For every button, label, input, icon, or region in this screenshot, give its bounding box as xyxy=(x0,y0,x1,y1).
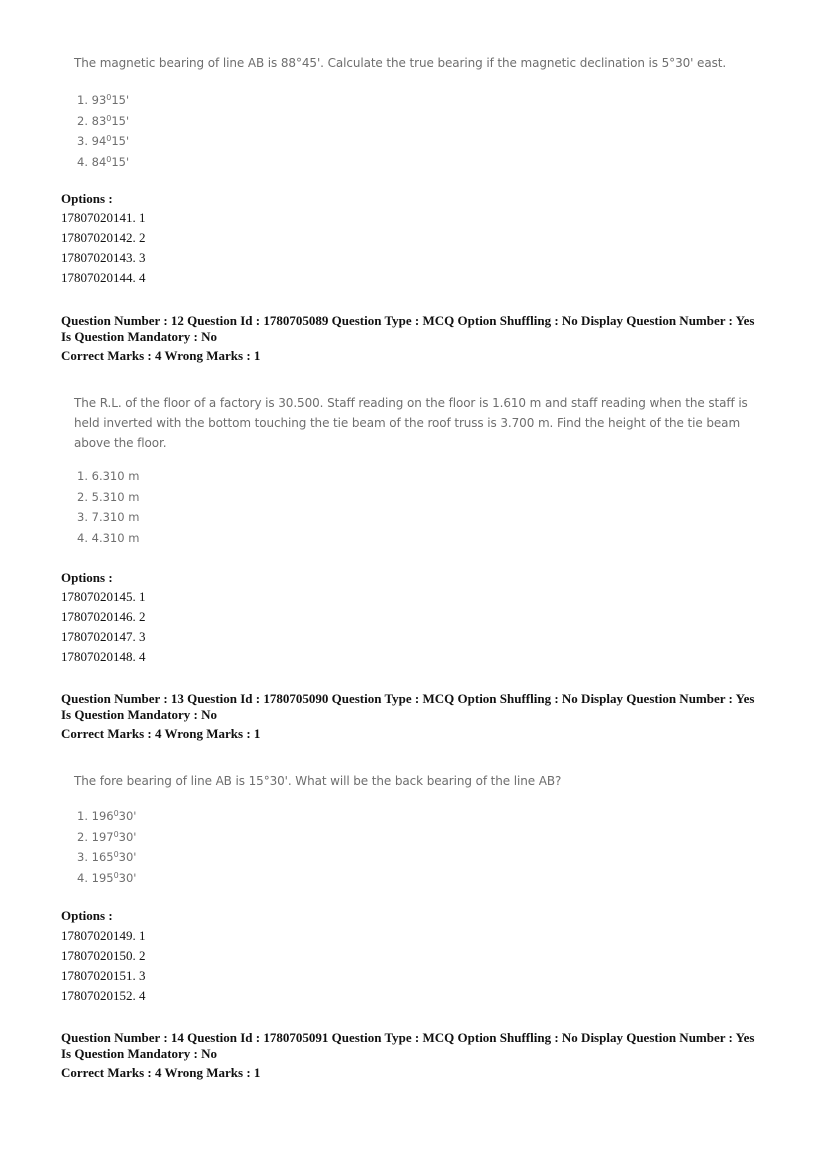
question-12-choice-3: 3. 7.310 m xyxy=(77,510,140,524)
option-code: 17807020150. 2 xyxy=(61,948,146,963)
question-14-meta-line: Question Number : 14 Question Id : 1780705091 Question Type : MCQ Option Shuffling : No Display Question Number : Yes xyxy=(61,1030,755,1045)
option-code: 17807020141. 1 xyxy=(61,210,146,225)
question-13-options-heading: Options : xyxy=(61,908,113,923)
option-code: 17807020148. 4 xyxy=(61,649,146,664)
question-12-choices xyxy=(77,466,139,548)
question-14-meta xyxy=(61,1030,776,1081)
question-13-meta xyxy=(61,691,776,742)
question-13-option-codes xyxy=(61,926,146,1006)
question-11-choices xyxy=(77,88,129,170)
option-code: 17807020144. 4 xyxy=(61,270,146,285)
question-11-choice-3: 3. $94^015'$ xyxy=(77,134,130,148)
question-12-meta-line: Question Number : 12 Question Id : 1780705089 Question Type : MCQ Option Shuffling : No Display Question Number : Yes xyxy=(61,313,755,328)
question-12-marks: Correct Marks : 4 Wrong Marks : 1 xyxy=(61,348,261,363)
question-13-choice-3: 3. $165^030'$ xyxy=(77,850,137,864)
question-12-meta xyxy=(61,313,776,364)
option-code: 17807020147. 3 xyxy=(61,629,146,644)
question-14-marks: Correct Marks : 4 Wrong Marks : 1 xyxy=(61,1065,261,1080)
question-13-choices xyxy=(77,804,136,886)
option-code: 17807020146. 2 xyxy=(61,609,146,624)
question-13-choice-1: 1. $196^030'$ xyxy=(77,809,137,823)
question-11-text: The magnetic bearing of line AB is 88°45'. Calculate the true bearing if the magnetic declination is 5°30' east. xyxy=(74,56,727,70)
option-code: 17807020149. 1 xyxy=(61,928,146,943)
question-11-choice-2: 2. $83^015'$ xyxy=(77,113,130,128)
option-code: 17807020145. 1 xyxy=(61,589,146,604)
question-11-choice-4: 4. $84^015'$ xyxy=(77,154,130,169)
option-code: 17807020152. 4 xyxy=(61,988,146,1003)
question-12-option-codes xyxy=(61,587,146,667)
question-12-options-heading: Options : xyxy=(61,570,113,585)
question-13-text: The fore bearing of line AB is 15°30'. What will be the back bearing of the line AB? xyxy=(74,774,562,788)
question-13-choice-4: 4. $195^030'$ xyxy=(77,870,137,885)
question-11-choice-1: 1. $93^015'$ xyxy=(77,93,130,107)
question-14-mandatory: Is Question Mandatory : No xyxy=(61,1046,218,1061)
question-12-text: The R.L. of the floor of a factory is 30.500. Staff reading on the floor is 1.610 m and staff reading when the staff is held inverted with the bottom touching the tie beam of the roof truss is 3.700 m. Find the height of the tie beam above the floor. xyxy=(74,396,748,450)
option-code: 17807020142. 2 xyxy=(61,230,146,245)
option-code: 17807020151. 3 xyxy=(61,968,146,983)
question-12-mandatory: Is Question Mandatory : No xyxy=(61,329,218,344)
question-13-meta-line: Question Number : 13 Question Id : 1780705090 Question Type : MCQ Option Shuffling : No Display Question Number : Yes xyxy=(61,691,755,706)
question-13-choice-2: 2. $197^030'$ xyxy=(77,829,137,844)
question-11-options-heading: Options : xyxy=(61,191,113,206)
option-code: 17807020143. 3 xyxy=(61,250,146,265)
question-13-mandatory: Is Question Mandatory : No xyxy=(61,707,218,722)
question-13-marks: Correct Marks : 4 Wrong Marks : 1 xyxy=(61,726,261,741)
question-12-choice-1: 1. 6.310 m xyxy=(77,469,140,483)
question-12-choice-2: 2. 5.310 m xyxy=(77,489,140,504)
question-12-choice-4: 4. 4.310 m xyxy=(77,530,140,545)
question-11-option-codes xyxy=(61,208,146,288)
